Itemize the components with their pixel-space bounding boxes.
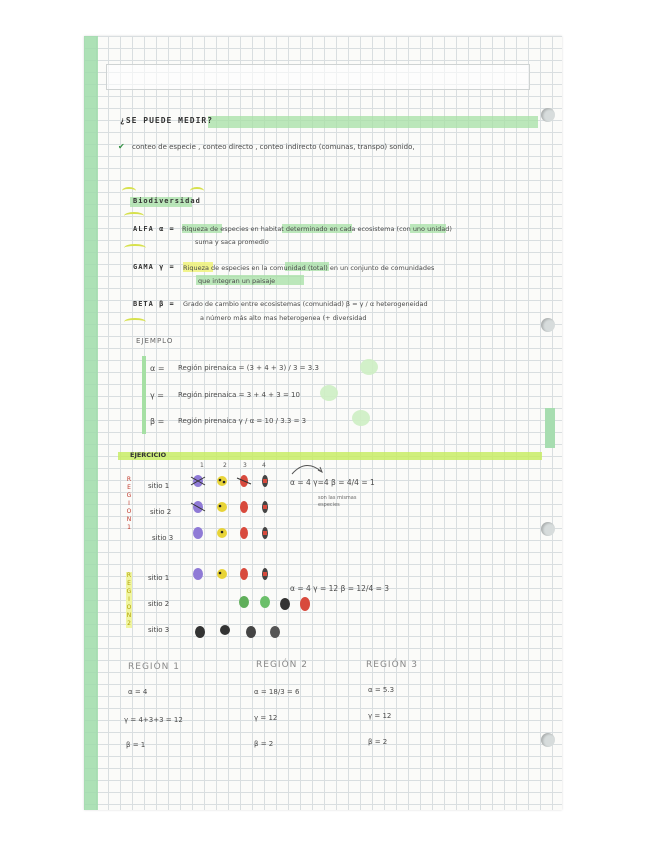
- example-gamma-symbol: γ =: [150, 391, 164, 400]
- column-number: 2: [223, 462, 227, 469]
- result-region1-beta: β = 1: [126, 741, 146, 749]
- region2-vertical-label: REGION 2: [126, 572, 132, 627]
- region1-site-3: sitio 3: [152, 534, 174, 542]
- insect-icon: [239, 596, 249, 608]
- region2-site-2: sitio 2: [148, 600, 170, 608]
- region2-site-3: sitio 3: [148, 626, 170, 634]
- insect-icon: [262, 527, 268, 539]
- result-region3-beta: β = 2: [368, 738, 388, 746]
- result-region1-alpha: α = 4: [128, 688, 148, 696]
- insect-icon: [262, 568, 268, 580]
- doodle-icon: [190, 187, 204, 195]
- beta-note: a número más alto mas heterogenea (+ diversidad: [200, 314, 367, 322]
- result-region2-title: REGIÓN 2: [256, 660, 308, 670]
- alfa-note: suma y saca promedio: [195, 238, 269, 246]
- result-region3-title: REGIÓN 3: [366, 660, 418, 670]
- arrow-icon: [288, 458, 328, 478]
- insect-icon: [193, 568, 203, 580]
- region2-site-1: sitio 1: [148, 574, 170, 582]
- region1-insects: [185, 470, 285, 550]
- beta-label: BETA β =: [133, 300, 175, 308]
- doodle-icon: [124, 244, 146, 252]
- ejercicio-label: EJERCICIO: [130, 451, 167, 459]
- result-region3-gamma: γ = 12: [368, 712, 392, 720]
- binder-hole-icon: [541, 318, 555, 332]
- result-circle: [352, 410, 370, 426]
- insect-icon: [260, 596, 270, 608]
- ejercicio-highlight: [118, 452, 542, 460]
- insect-icon: [220, 625, 230, 635]
- insect-icon: [280, 598, 290, 610]
- insect-icon: [191, 475, 205, 487]
- region1-vertical-label: REGION 1: [126, 476, 132, 531]
- binder-hole-icon: [541, 108, 555, 122]
- gama-label: GAMA γ =: [133, 263, 175, 271]
- binder-hole-icon: [541, 733, 555, 747]
- binder-hole-icon: [541, 522, 555, 536]
- example-gamma-text: Región pirenaica = 3 + 4 + 3 = 10: [178, 391, 300, 399]
- doodle-icon: [124, 212, 144, 220]
- insect-icon: [240, 527, 248, 539]
- result-region2-alpha: α = 18/3 = 6: [254, 688, 300, 696]
- beta-definition: Grado de cambio entre ecosistemas (comunidad) β = γ / α heterogeneidad: [183, 300, 428, 308]
- result-circle: [320, 385, 338, 401]
- insect-icon: [240, 568, 248, 580]
- region2-formula: α = 4 γ = 12 β = 12/4 = 3: [290, 584, 390, 593]
- region1-site-2: sitio 2: [150, 508, 172, 516]
- alfa-definition: Riqueza de especies en habitat determinado en cada ecosistema (con uno unidad): [182, 225, 452, 233]
- section-title: Biodiversidad: [133, 197, 201, 205]
- column-number: 4: [262, 462, 266, 469]
- insect-icon: [217, 476, 227, 486]
- alfa-label: ALFA α =: [133, 225, 175, 233]
- result-region2-beta: β = 2: [254, 740, 274, 748]
- page-tab: [545, 408, 555, 448]
- doodle-icon: [124, 318, 146, 326]
- header-box: [106, 64, 530, 90]
- insect-icon: [262, 475, 268, 487]
- insect-icon: [237, 475, 251, 487]
- insect-icon: [262, 501, 268, 513]
- insect-icon: [195, 626, 205, 638]
- column-number: 3: [243, 462, 247, 469]
- example-beta-text: Región pirenaica γ / α = 10 / 3.3 = 3: [178, 417, 307, 425]
- insect-icon: [300, 597, 310, 611]
- example-beta-symbol: β =: [150, 417, 165, 426]
- result-region3-alpha: α = 5.3: [368, 686, 395, 694]
- region1-site-1: sitio 1: [148, 482, 170, 490]
- bullet-check-icon: ✔: [118, 142, 125, 151]
- result-region1-title: REGIÓN 1: [128, 662, 180, 672]
- gama-note: que integran un paisaje: [198, 277, 276, 285]
- column-number: 1: [200, 462, 204, 469]
- insect-icon: [246, 626, 256, 638]
- region2-insects: [185, 560, 325, 650]
- result-region2-gamma: γ = 12: [254, 714, 278, 722]
- gama-definition: Riqueza de especies en la comunidad (total) en un conjunto de comunidades: [183, 264, 435, 272]
- example-alpha-symbol: α =: [150, 364, 165, 373]
- insect-icon: [270, 626, 280, 638]
- region1-note: son las mismas especies: [318, 495, 357, 508]
- region1-formula: α = 4 γ=4 β = 4/4 = 1: [290, 478, 375, 487]
- insect-icon: [217, 569, 227, 579]
- margin-strip: [84, 36, 98, 810]
- example-bracket: [142, 356, 146, 434]
- methods-text: conteo de especie , conteo directo , conteo indirecto (comunas, transpo) sonido,: [132, 143, 415, 151]
- ejemplo-label: EJEMPLO: [136, 337, 174, 345]
- insect-icon: [191, 501, 205, 513]
- result-region1-gamma: γ = 4+3+3 = 12: [124, 716, 183, 724]
- example-alpha-text: Región pirenaica = (3 + 4 + 3) / 3 = 3.3: [178, 364, 319, 372]
- insect-icon: [240, 501, 248, 513]
- doodle-icon: [122, 187, 136, 195]
- insect-icon: [217, 528, 227, 538]
- title-highlight: [208, 116, 538, 128]
- result-circle: [360, 359, 378, 375]
- page-title: ¿SE PUEDE MEDIR?: [120, 116, 214, 125]
- insect-icon: [193, 527, 203, 539]
- insect-icon: [217, 502, 227, 512]
